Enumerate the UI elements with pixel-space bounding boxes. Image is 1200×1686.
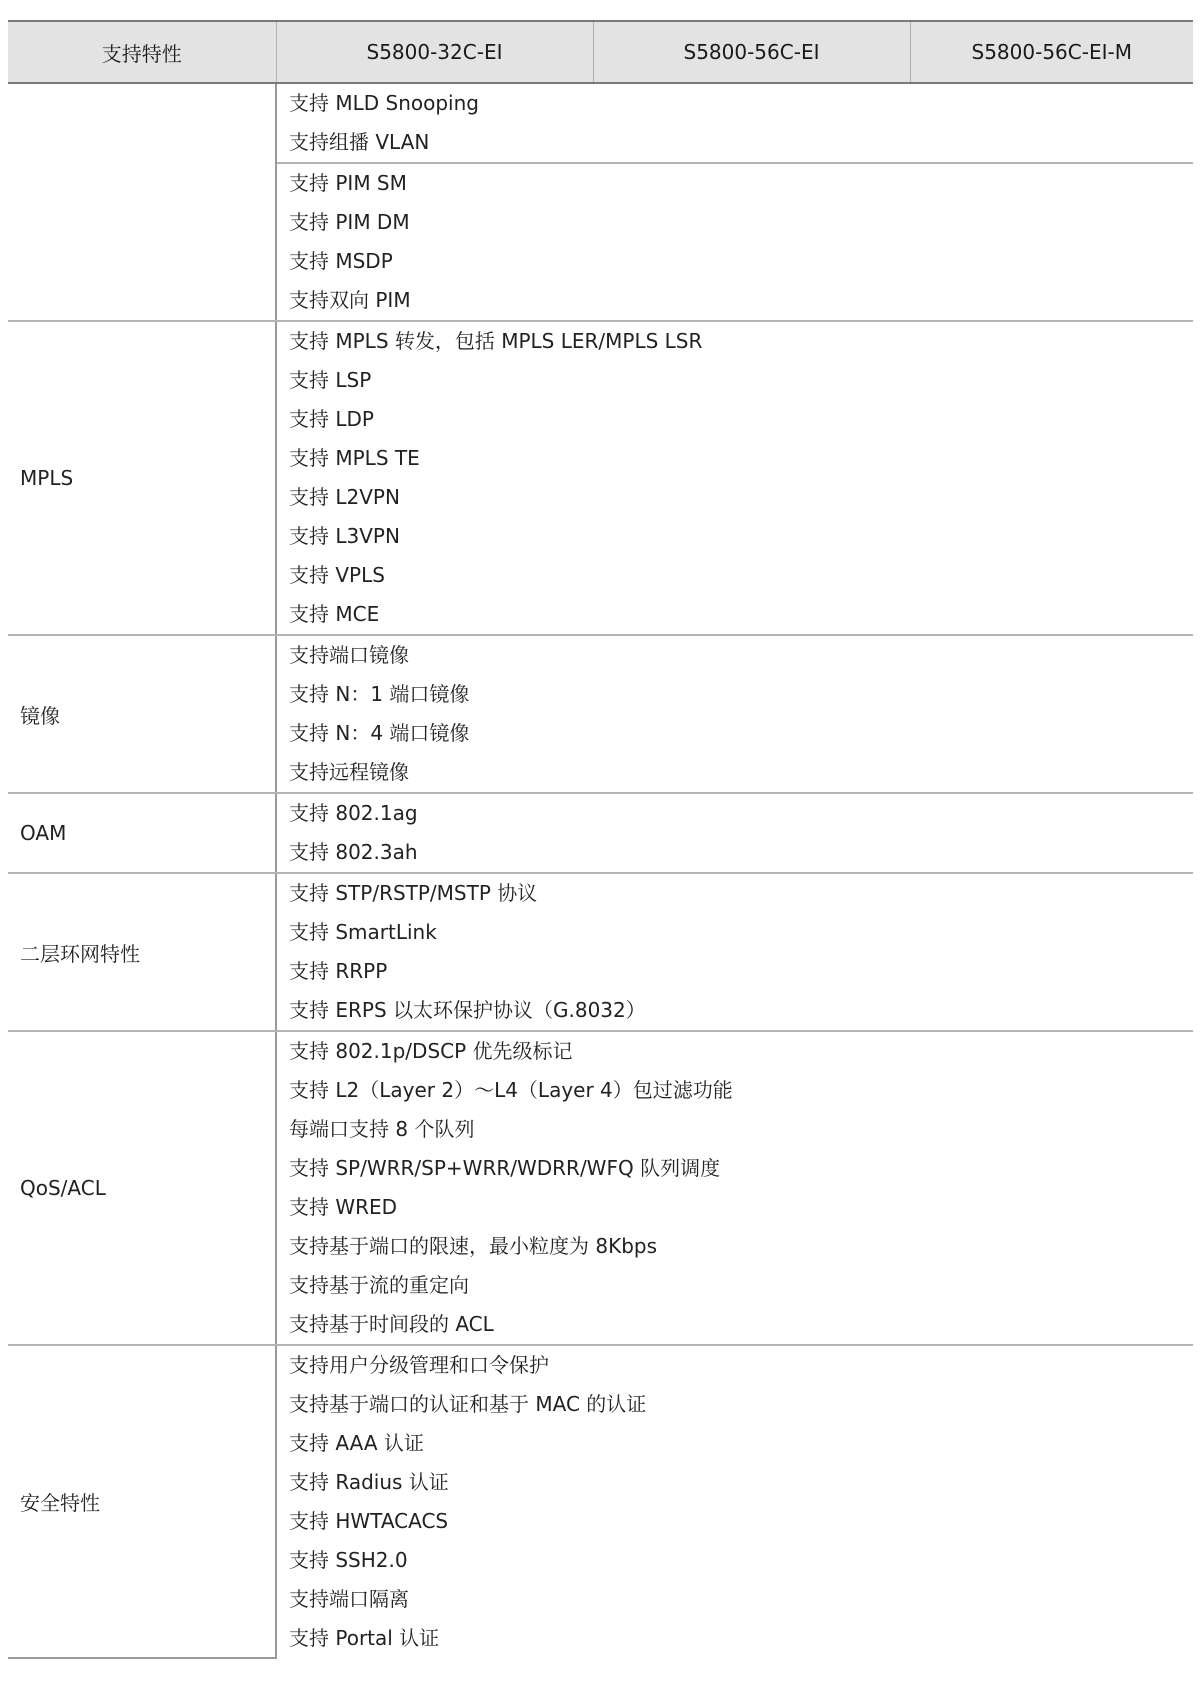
list-item: 支持用户分级管理和口令保护 (289, 1353, 549, 1377)
header-model-1: S5800-32C-EI (276, 21, 593, 83)
items-cell (276, 1345, 1193, 1658)
feature-cell-l2-ring: 二层环网特性 (8, 873, 276, 1031)
feature-cell-qos-acl: QoS/ACL (8, 1031, 276, 1345)
feature-spec-table (8, 20, 1193, 1659)
list-item: 支持 Radius 认证 (289, 1470, 449, 1494)
list-item: 支持 SSH2.0 (289, 1548, 408, 1572)
list-item: 支持 STP/RSTP/MSTP 协议 (289, 881, 538, 905)
list-item: 支持 SmartLink (289, 920, 437, 944)
feature-cell-oam: OAM (8, 793, 276, 873)
list-item: 支持 MLD Snooping (289, 91, 479, 115)
list-item: 支持 MPLS TE (289, 446, 420, 470)
list-item: 支持 802.3ah (289, 840, 418, 864)
list-item: 支持 N：1 端口镜像 (289, 682, 470, 706)
header-model-3: S5800-56C-EI-M (910, 21, 1193, 83)
list-item: 支持 802.1ag (289, 801, 418, 825)
list-item: 支持 AAA 认证 (289, 1431, 424, 1455)
list-item: 支持 PIM DM (289, 210, 410, 234)
feature-cell-security: 安全特性 (8, 1345, 276, 1658)
list-item: 支持 LSP (289, 368, 372, 392)
table-row (8, 873, 1193, 1031)
list-item: 支持 WRED (289, 1195, 398, 1219)
items-cell (276, 635, 1193, 793)
list-item: 支持双向 PIM (289, 288, 411, 312)
list-item: 支持 802.1p/DSCP 优先级标记 (289, 1039, 573, 1063)
items-cell (276, 873, 1193, 1031)
list-item: 支持远程镜像 (289, 760, 409, 784)
list-item: 支持 VPLS (289, 563, 385, 587)
list-item: 支持基于时间段的 ACL (289, 1312, 494, 1336)
list-item: 每端口支持 8 个队列 (289, 1117, 475, 1141)
header-feature: 支持特性 (8, 21, 276, 83)
table-row (8, 321, 1193, 635)
list-item: 支持 L2VPN (289, 485, 400, 509)
feature-cell-multicast (8, 83, 276, 321)
list-item: 支持 N：4 端口镜像 (289, 721, 470, 745)
list-item: 支持 MSDP (289, 249, 393, 273)
table-row (8, 83, 1193, 163)
list-item: 支持 PIM SM (289, 171, 407, 195)
list-item: 支持 HWTACACS (289, 1509, 449, 1533)
list-item: 支持 L2（Layer 2）～L4（Layer 4）包过滤功能 (289, 1078, 733, 1102)
list-item: 支持基于端口的限速，最小粒度为 8Kbps (289, 1234, 658, 1258)
feature-cell-mirroring: 镜像 (8, 635, 276, 793)
list-item: 支持端口隔离 (289, 1587, 409, 1611)
list-item: 支持 Portal 认证 (289, 1626, 440, 1650)
list-item: 支持 SP/WRR/SP+WRR/WDRR/WFQ 队列调度 (289, 1156, 721, 1180)
list-item: 支持 MPLS 转发，包括 MPLS LER/MPLS LSR (289, 329, 703, 353)
list-item: 支持 LDP (289, 407, 374, 431)
spec-document (8, 20, 1193, 1659)
table-header-row (8, 21, 1193, 83)
header-model-2: S5800-56C-EI (593, 21, 910, 83)
feature-cell-mpls: MPLS (8, 321, 276, 635)
table-row (8, 1031, 1193, 1345)
items-cell (276, 83, 1193, 163)
items-cell (276, 793, 1193, 873)
list-item: 支持 ERPS 以太环保护协议（G.8032） (289, 998, 646, 1022)
items-cell (276, 1031, 1193, 1345)
table-row (8, 793, 1193, 873)
items-cell (276, 163, 1193, 321)
list-item: 支持基于端口的认证和基于 MAC 的认证 (289, 1392, 647, 1416)
table-row (8, 635, 1193, 793)
table-row (8, 1345, 1193, 1658)
list-item: 支持组播 VLAN (289, 130, 430, 154)
list-item: 支持端口镜像 (289, 643, 409, 667)
items-cell (276, 321, 1193, 635)
list-item: 支持 L3VPN (289, 524, 400, 548)
list-item: 支持基于流的重定向 (289, 1273, 469, 1297)
list-item: 支持 RRPP (289, 959, 388, 983)
list-item: 支持 MCE (289, 602, 380, 626)
